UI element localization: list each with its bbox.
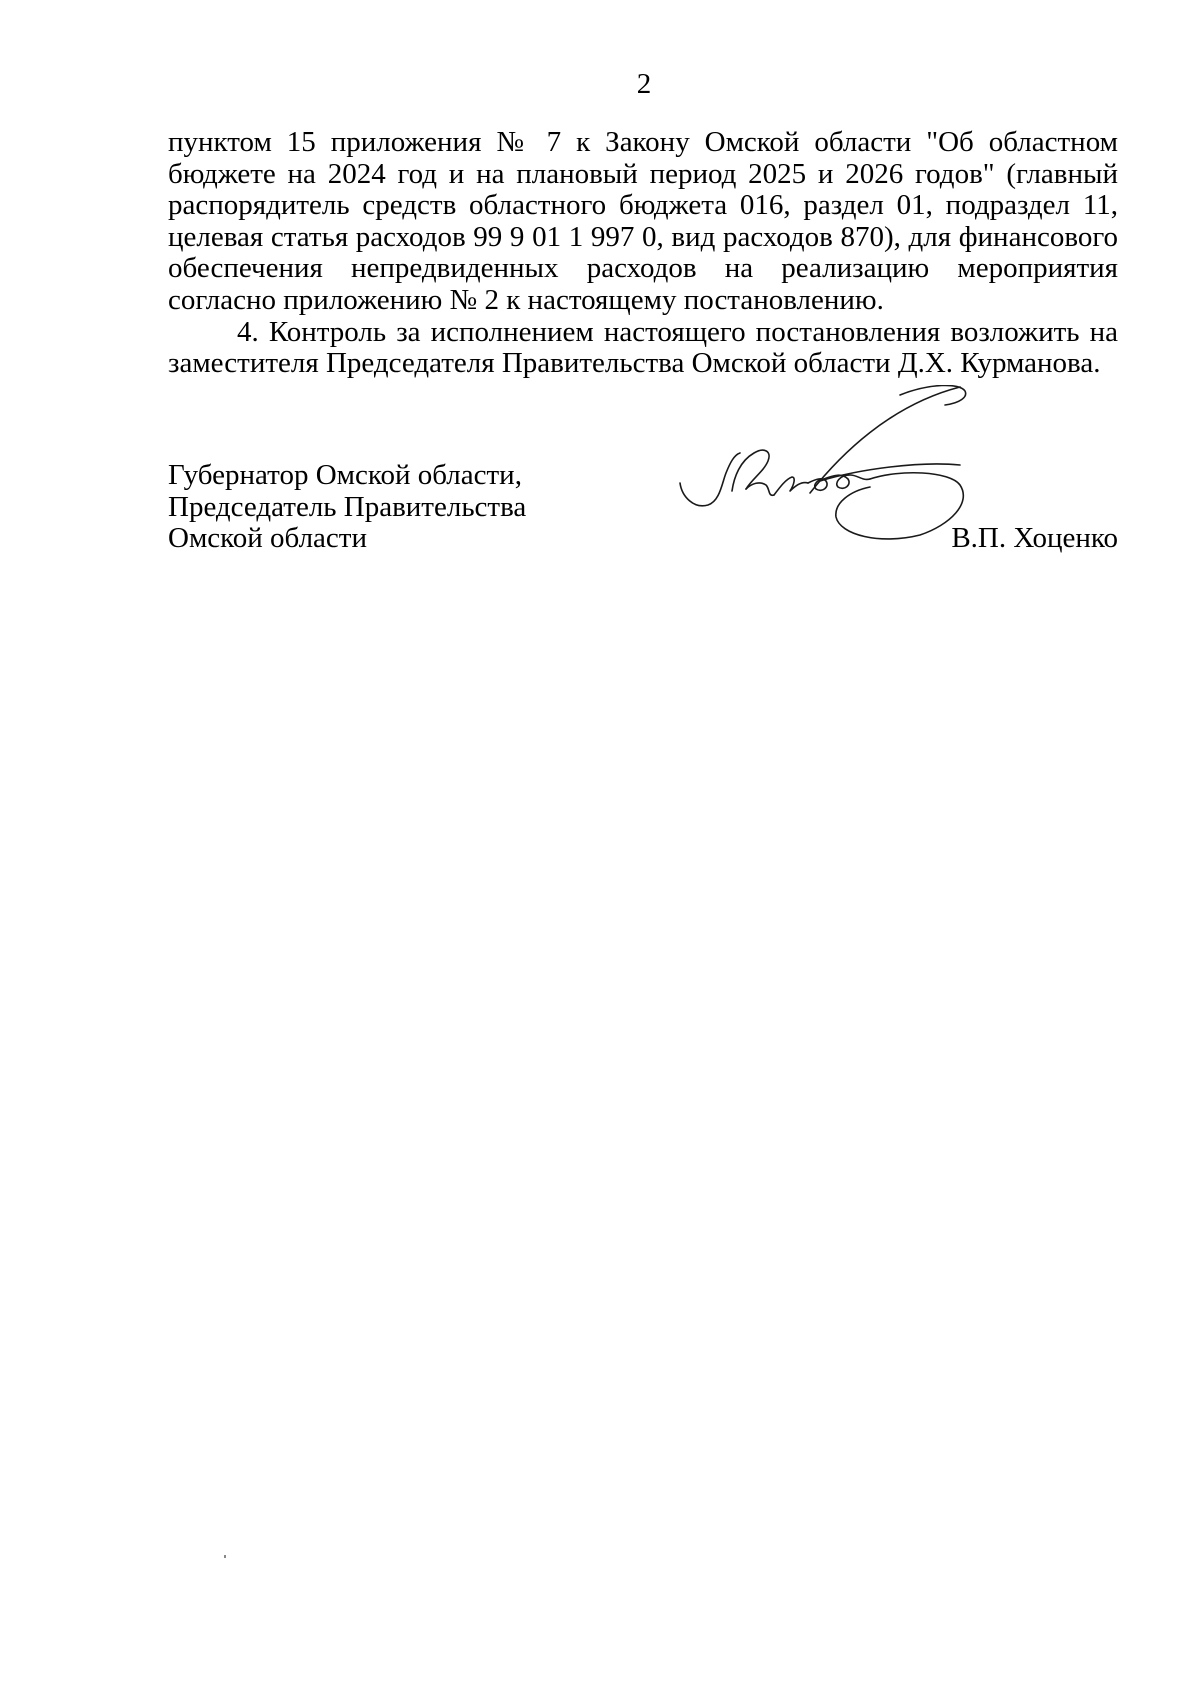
scan-artifact xyxy=(224,1555,226,1558)
document-body xyxy=(168,127,1118,380)
signatory-title xyxy=(168,460,668,555)
paragraph-continuation: пунктом 15 приложения № 7 к Закону Омской области "Об областном бюджете на 2024 год и на плановый период 2025 и 2026 годов" (главный распорядитель средств областного бюджета 016, раздел 01, подраздел 11, целевая статья расходов 99 9 01 1 997 0, вид расходов 870), для финансового обеспечения непредвиденных расходов на реализацию мероприятия согласно приложению № 2 к настоящему постановлению. xyxy=(168,126,1118,316)
signatory-title-line: Омской области xyxy=(168,522,367,555)
signatory-title-line: Председатель Правительства xyxy=(168,490,527,523)
signatory-title-line: Губернатор Омской области, xyxy=(168,459,522,491)
handwritten-signature xyxy=(660,385,1060,575)
page-number: 2 xyxy=(636,68,652,100)
signatory-name: В.П. Хоценко xyxy=(951,522,1118,554)
paragraph-item-4: 4. Контроль за исполнением настоящего постановления возложить на заместителя Председателя Правительства Омской области Д.Х. Курманова. xyxy=(168,315,1118,380)
